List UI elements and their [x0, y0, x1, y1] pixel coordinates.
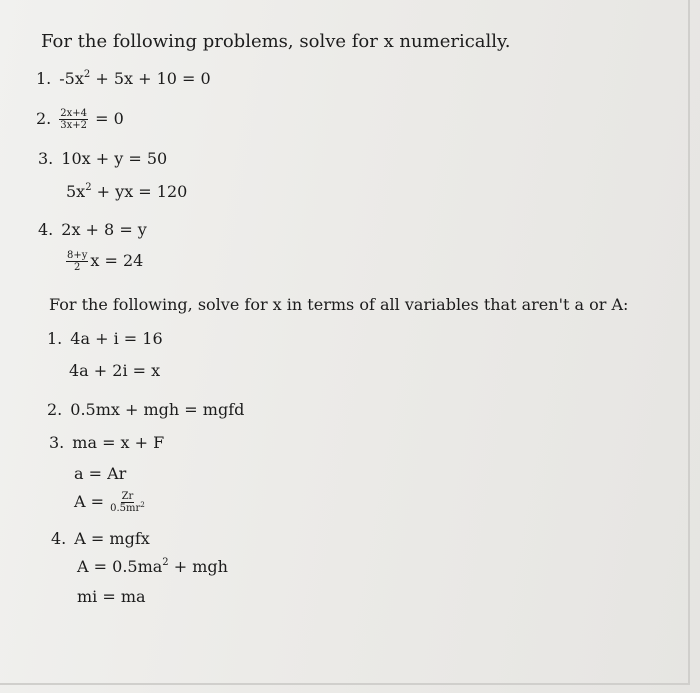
fraction-denominator: [109, 503, 146, 514]
p1-problem-3-line1: [38, 149, 167, 168]
p1-problem-1-main: -5x: [59, 69, 84, 88]
p2-problem-3-lhs: A =: [74, 492, 110, 511]
heading-part2: For the following, solve for x in terms of all variables that aren't a or A:: [49, 295, 629, 314]
p1-problem-4-line1: [38, 220, 147, 239]
p2-problem-4-line2: [77, 557, 228, 576]
p2-problem-3-line2: a = Ar: [74, 464, 127, 483]
heading-part1: For the following problems, solve for x numerically.: [41, 31, 511, 52]
p2-problem-3-eq1: ma = x + F: [72, 433, 165, 452]
p1-problem-3-eq2-rest: + yx = 120: [91, 182, 188, 201]
p2-problem-3-line1: [49, 433, 164, 452]
p2-problem-2-eq1: 0.5mx + mgh = mgfd: [70, 400, 245, 419]
p2-problem-4-number: 4.: [51, 529, 67, 548]
p1-problem-4-number: 4.: [38, 220, 54, 239]
p1-problem-2: [36, 108, 124, 131]
p1-problem-1-exponent: 2: [83, 69, 91, 80]
fraction-denominator: 3x+2: [60, 120, 88, 131]
fraction-denominator: 2: [74, 262, 81, 273]
fraction-denominator-exponent: 2: [140, 501, 145, 509]
p1-problem-4-fraction: [66, 250, 88, 273]
p1-problem-1-rest: + 5x + 10 = 0: [90, 69, 211, 88]
p2-problem-1-number: 1.: [47, 329, 63, 348]
p2-problem-2: [47, 400, 244, 419]
p1-problem-1-number: 1.: [36, 69, 52, 88]
p1-problem-4-eq2-rest: x = 24: [90, 251, 144, 270]
p1-problem-3-eq1: 10x + y = 50: [61, 149, 168, 168]
fraction-numerator: Zr: [121, 491, 134, 502]
p1-problem-2-rest: = 0: [90, 109, 124, 128]
fraction-denominator-main: 0.5mr: [110, 503, 141, 514]
p1-problem-3-eq2-main: 5x: [66, 182, 86, 201]
fraction-numerator: 2x+4: [60, 108, 88, 119]
p1-problem-3-number: 3.: [38, 149, 54, 168]
fraction-numerator: 8+y: [67, 250, 88, 261]
p2-problem-4-eq1: A = mgfx: [74, 529, 150, 548]
p2-problem-4-line1: [51, 529, 150, 548]
p1-problem-4-eq1: 2x + 8 = y: [61, 220, 147, 239]
p2-problem-1-line1: [47, 329, 163, 348]
p1-problem-2-number: 2.: [36, 109, 52, 128]
p2-problem-3-line3: [74, 491, 148, 514]
p2-problem-1-line2: 4a + 2i = x: [69, 361, 161, 380]
p2-problem-3-fraction: [109, 491, 146, 514]
p2-problem-1-eq1: 4a + i = 16: [70, 329, 163, 348]
p2-problem-3-number: 3.: [49, 433, 65, 452]
p2-problem-2-number: 2.: [47, 400, 63, 419]
p2-problem-4-exponent: 2: [162, 557, 169, 568]
p1-problem-1: [36, 69, 211, 88]
p1-problem-4-line2: [66, 250, 143, 273]
p2-problem-4-eq2-main: A = 0.5ma: [77, 557, 163, 576]
p1-problem-3-line2: [66, 182, 187, 201]
p1-problem-2-fraction: [59, 108, 88, 131]
p2-problem-4-line3: mi = ma: [77, 587, 146, 606]
p1-problem-3-exponent: 2: [85, 182, 92, 193]
p2-problem-4-eq2-rest: + mgh: [168, 557, 228, 576]
